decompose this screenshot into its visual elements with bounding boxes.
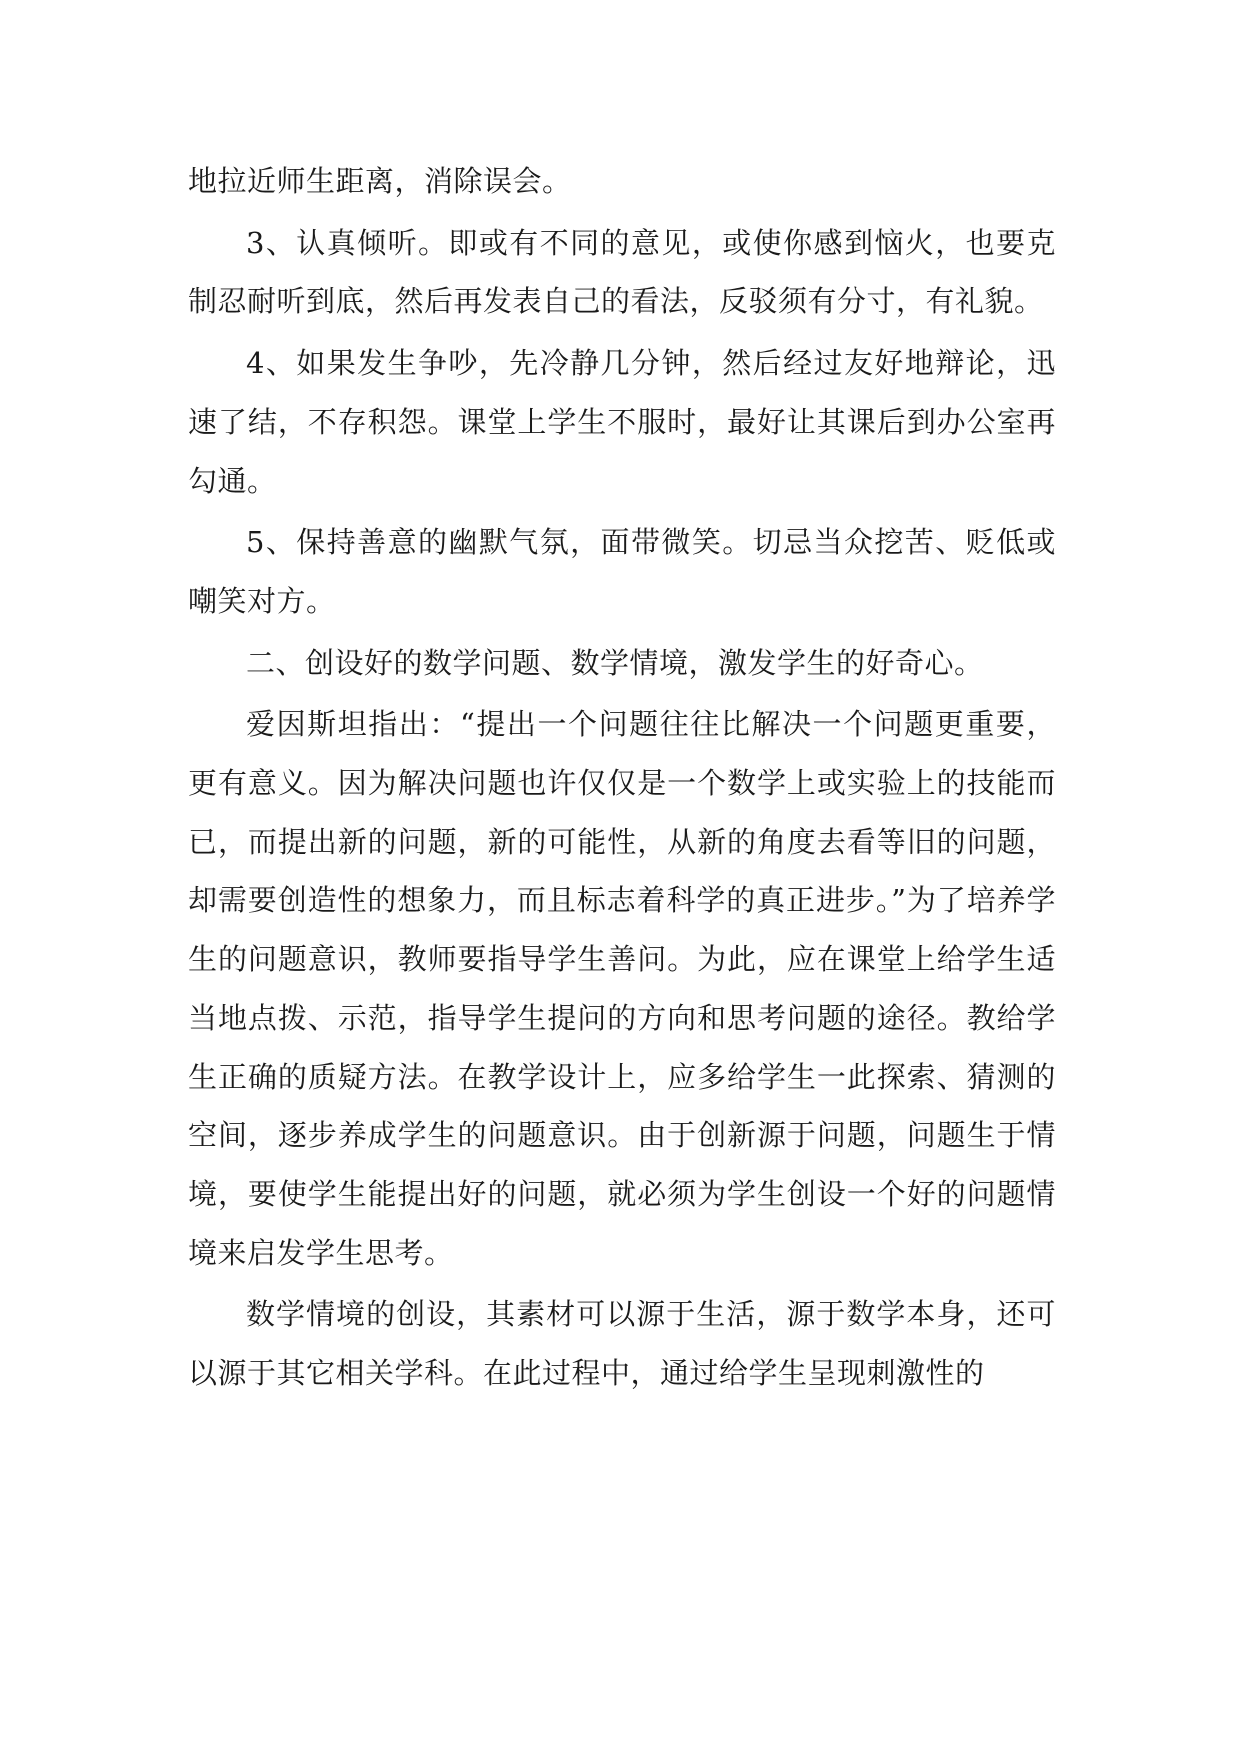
body-text: [188, 152, 1056, 1406]
paragraph-6: 数学情境的创设，其素材可以源于生活，源于数学本身，还可以源于其它相关学科。在此过程中，通过给学生呈现刺激性的: [188, 1297, 1056, 1391]
paragraph-3: 4、如果发生争吵，先冷静几分钟，然后经过友好地辩论，迅速了结，不存积怨。课堂上学生不服时，最好让其课后到办公室再勾通。: [188, 346, 1056, 498]
section-heading: 二、创设好的数学问题、数学情境，激发学生的好奇心。: [246, 645, 984, 680]
paragraph-5: 爱因斯坦指出：“提出一个问题往往比解决一个问题更重要，更有意义。因为解决问题也许仅仅是一个数学上或实验上的技能而已，而提出新的问题，新的可能性，从新的角度去看等旧的问题，却需要创造性的想象力，而且标志着科学的真正进步。”为了培养学生的问题意识，教师要指导学生善问。为此，应在课堂上给学生适当地点拨、示范，指导学生提问的方向和思考问题的途径。教给学生正确的质疑方法。在教学设计上，应多给学生一此探索、猜测的空间，逐步养成学生的问题意识。由于创新源于问题，问题生于情境，要使学生能提出好的问题，就必须为学生创设一个好的问题情境来启发学生思考。: [188, 707, 1056, 1270]
paragraph-4: 5、保持善意的幽默气氛，面带微笑。切忌当众挖苦、贬低或嘲笑对方。: [188, 525, 1056, 618]
paragraph-2: 3、认真倾听。即或有不同的意见，或使你感到恼火，也要克制忍耐听到底，然后再发表自己的看法，反驳须有分寸，有礼貌。: [188, 225, 1056, 319]
paragraph-1: 地拉近师生距离，消除误会。: [188, 164, 572, 198]
